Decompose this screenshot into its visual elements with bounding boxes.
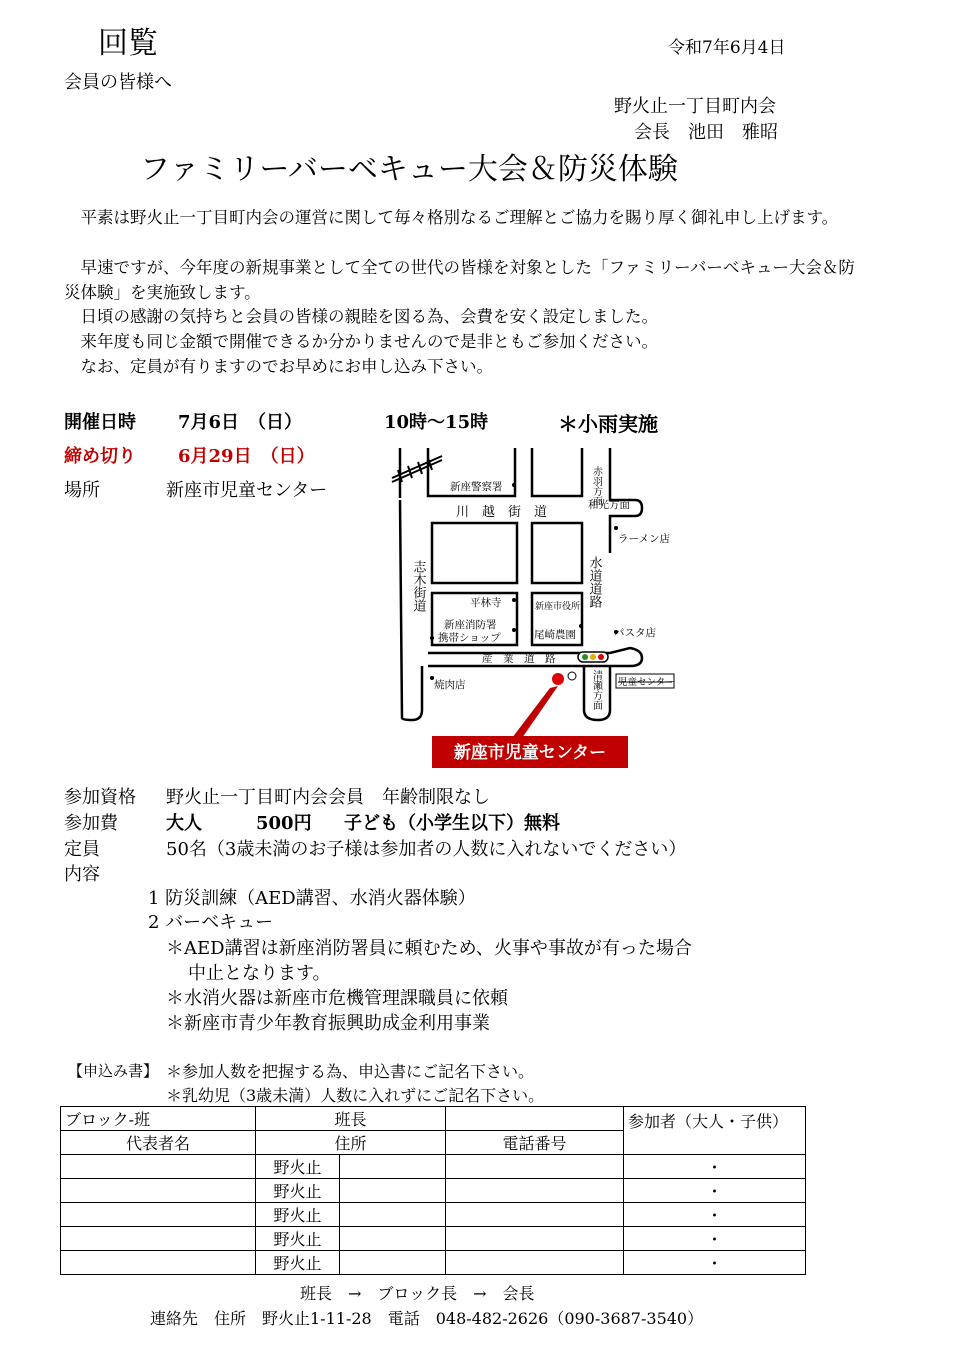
map-center-small: 児童センター [618,677,675,688]
map-police: 新座警察署 [450,481,503,493]
deadline-label: 締め切り [64,446,136,467]
rep-name-cell[interactable] [61,1203,256,1227]
addr-prefix: 野火止 [256,1203,340,1227]
table-row [61,1203,806,1227]
participants-cell[interactable]: ・ [624,1203,806,1227]
capacity: 50名（3歳未満のお子様は参加者の人数に入れないでください） [166,839,687,860]
map-mobile: 携帯ショップ [438,632,501,644]
note-extinguisher: ＊水消火器は新座市危機管理課職員に依頼 [166,988,508,1009]
form-note-2: ＊乳幼児（3歳未満）人数に入れずにご記名下さい。 [166,1086,545,1105]
addr-prefix: 野火止 [256,1155,340,1179]
leader-cell[interactable] [256,1107,446,1131]
content-item-1: 1 防災訓練（AED講習、水消火器体験） [148,888,476,909]
addressee: 会員の皆様へ [64,72,172,93]
deadline-date: 6月29日 （日） [178,446,315,467]
form-label: 【申込み書】 [68,1062,159,1080]
col-tel: 電話番号 [446,1131,624,1155]
place: 新座市児童センター [166,480,328,501]
tel-cell[interactable] [446,1179,624,1203]
event-time: 10時～15時 [384,412,489,433]
rep-name-cell[interactable] [61,1179,256,1203]
addr-prefix: 野火止 [256,1179,340,1203]
issue-date: 令和7年6月4日 [668,38,786,58]
tel-cell[interactable] [446,1155,624,1179]
map-ramen: ラーメン店 [618,533,670,545]
map-sangyo: 産 業 道 路 [482,653,556,665]
map-kawagoe: 川 越 街 道 [456,505,548,520]
participants-cell[interactable]: ・ [624,1155,806,1179]
participants-header: 参加者（大人・子供） [624,1107,806,1155]
paragraph-3: 日頃の感謝の気持ちと会員の皆様の親睦を図る為、会費を安く設定しました。 [80,307,658,326]
circular-title: 回覧 [98,26,158,61]
paragraph-4: 来年度も同じ金額で開催できるか分かりませんので是非ともご参加ください。 [80,332,658,351]
access-map [380,448,680,773]
rep-name-cell[interactable] [61,1227,256,1251]
note-grant: ＊新座市青少年教育振興助成金利用事業 [166,1013,490,1034]
capacity-label: 定員 [64,839,100,860]
map-yakiniku: 焼肉店 [434,679,466,691]
paragraph-1: 平素は野火止一丁目町内会の運営に関して毎々格別なるご理解とご協力を賜り厚く御礼申し上げます。 [80,208,839,227]
block-cell[interactable] [61,1107,256,1131]
fee-child: 子ども（小学生以下）無料 [344,813,560,834]
approval-flow: 班長 → ブロック長 → 会長 [300,1284,535,1303]
col-rep: 代表者名 [61,1131,256,1155]
table-row [61,1179,806,1203]
addr-prefix: 野火止 [256,1227,340,1251]
form-note-1: ＊参加人数を把握する為、申込書にご記名下さい。 [166,1062,535,1081]
paragraph-2: 早速ですが、今年度の新規事業として全ての世代の皆様を対象とした「ファミリーバーベキュー大会＆防災体験」を実施致します。 [64,258,855,302]
president: 会長 池田 雅昭 [634,122,778,143]
table-row [61,1251,806,1275]
map-suido: 水道道路 [586,556,602,608]
participants-cell[interactable]: ・ [624,1179,806,1203]
addr-cell[interactable] [340,1155,446,1179]
organization: 野火止一丁目町内会 [614,96,776,117]
addr-cell[interactable] [340,1203,446,1227]
event-date: 7月6日 （日） [178,412,303,433]
tel-cell[interactable] [446,1227,624,1251]
tel-cell[interactable] [446,1251,624,1275]
document-title: ファミリーバーベキュー大会＆防災体験 [140,152,678,187]
place-label: 場所 [64,480,100,501]
date-label: 開催日時 [64,412,136,433]
map-pasta: パスタ店 [614,627,656,639]
participants-cell[interactable]: ・ [624,1251,806,1275]
participants-cell[interactable]: ・ [624,1227,806,1251]
destination-marker-icon [552,673,564,685]
map-cityhall: 新座市役所 [535,602,581,612]
addr-prefix: 野火止 [256,1251,340,1275]
map-akabane: 赤羽方面 [590,466,602,506]
map-heirinji: 平林寺 [470,597,502,609]
addr-cell[interactable] [340,1227,446,1251]
map-wako: 和光方面 [588,499,630,511]
paragraph-5: なお、定員が有りますのでお早めにお申し込み下さい。 [80,357,493,376]
fee-adult: 大人 [166,813,202,834]
rain-note: ＊小雨実施 [558,412,658,436]
map-fire: 新座消防署 [444,619,497,631]
map-shiki: 志木街道 [410,560,426,612]
block-label: ブロック-班 [65,1110,151,1129]
note-aed-cont: 中止となります。 [188,963,331,984]
content-item-2: 2 バーベキュー [148,912,274,933]
note-aed: ＊AED講習は新座消防署員に頼むため、火事や事故が有った場合 [166,938,692,959]
fee-adult-price: 500円 [256,813,312,834]
map-center-banner: 新座市児童センター [453,743,607,763]
eligibility-label: 参加資格 [64,787,136,808]
eligibility: 野火止一丁目町内会会員 年齢制限なし [166,787,490,808]
content-label: 内容 [64,864,100,885]
application-form [60,1106,806,1275]
col-addr: 住所 [256,1131,446,1155]
table-row [61,1227,806,1251]
addr-cell[interactable] [340,1179,446,1203]
rep-name-cell[interactable] [61,1155,256,1179]
map-kiyose: 清瀬方面 [590,670,602,710]
contact-info: 連絡先 住所 野火止1-11-28 電話 048-482-2626（090-3687-3540） [150,1309,704,1328]
leader-label: 班長 [334,1110,367,1129]
rep-name-cell[interactable] [61,1251,256,1275]
tel-cell[interactable] [446,1203,624,1227]
addr-cell[interactable] [340,1251,446,1275]
map-ozaki: 尾崎農園 [534,629,576,641]
fee-label: 参加費 [64,813,118,834]
leader-name-cell[interactable] [446,1107,624,1131]
table-row [61,1155,806,1179]
